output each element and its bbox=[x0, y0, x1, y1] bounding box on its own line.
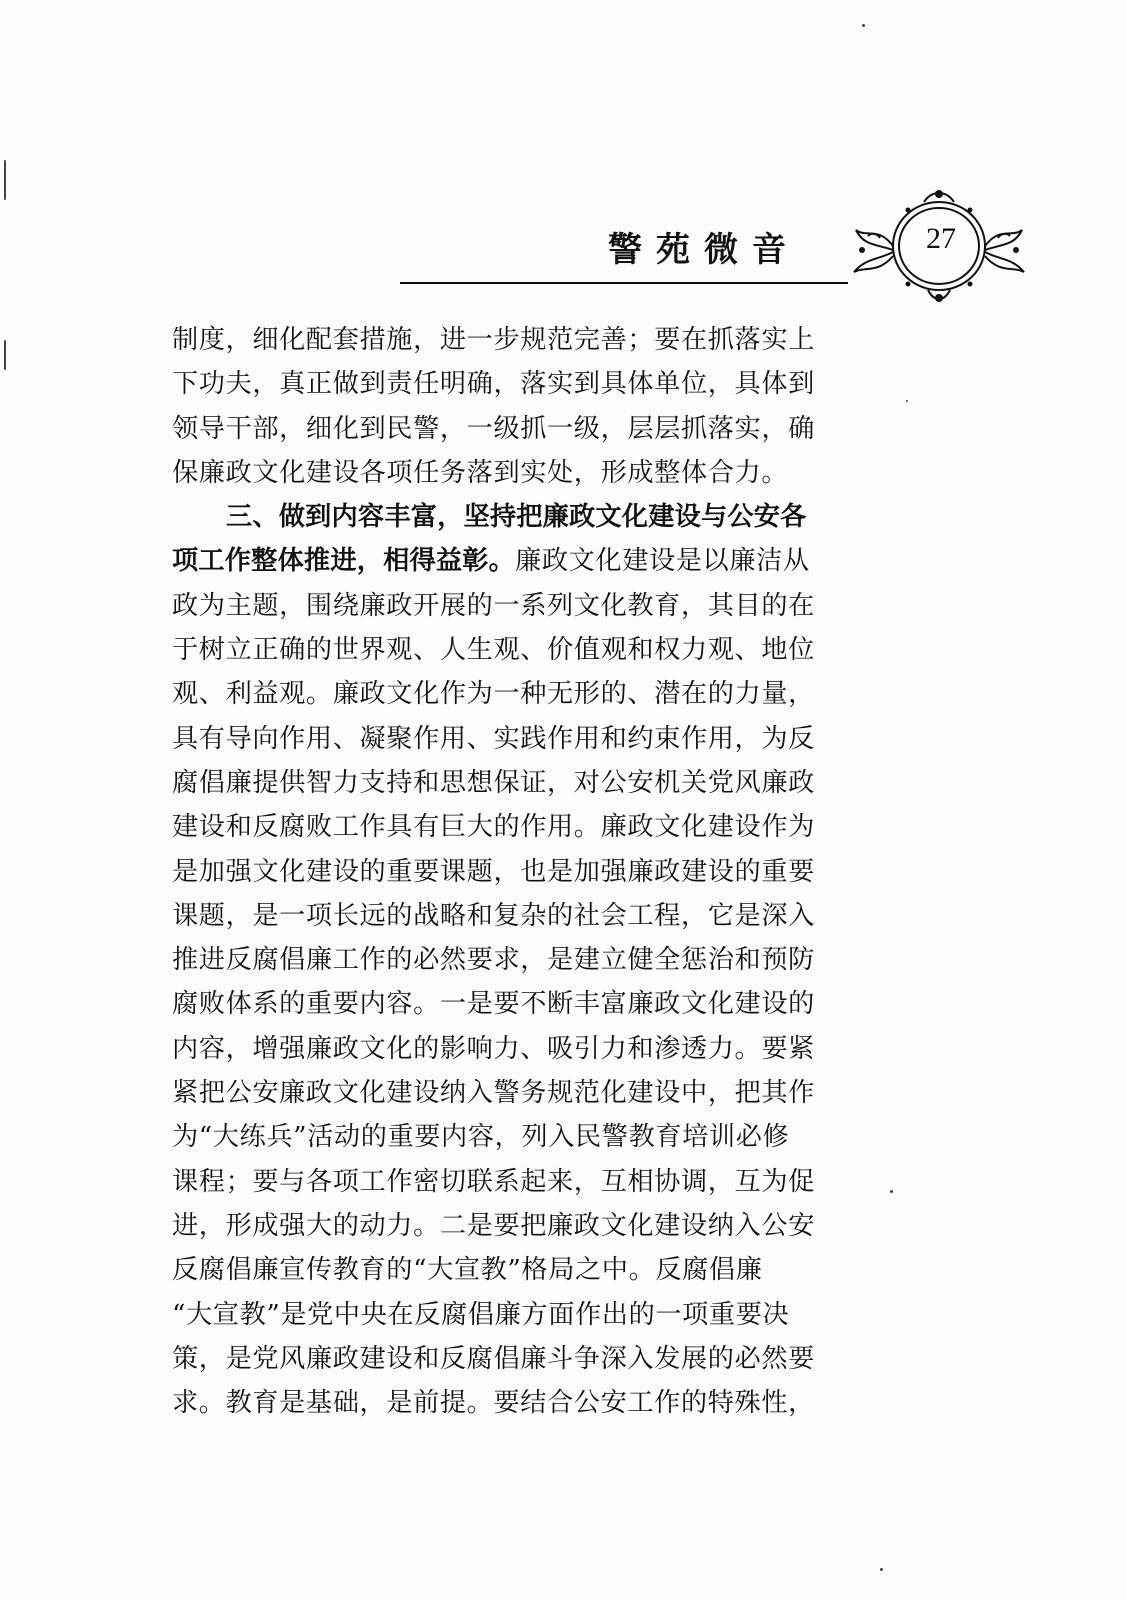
text-line: 紧把公安廉政文化建设纳入警务规范化建设中，把其作 bbox=[172, 1078, 815, 1109]
scan-speck bbox=[862, 24, 865, 27]
text-line: 建设和反腐败工作具有巨大的作用。廉政文化建设作为 bbox=[172, 812, 815, 843]
text-line: 腐败体系的重要内容。一是要不断丰富廉政文化建设的 bbox=[172, 989, 815, 1020]
text-line: 进，形成强大的动力。二是要把廉政文化建设纳入公安 bbox=[172, 1210, 815, 1241]
text-line: 是加强文化建设的重要课题，也是加强廉政建设的重要 bbox=[172, 856, 815, 887]
body-text bbox=[172, 318, 890, 1425]
text-line: 制度，细化配套措施，进一步规范完善；要在抓落实上 bbox=[172, 325, 815, 355]
scan-speck bbox=[890, 1190, 893, 1193]
text-line: 腐倡廉提供智力支持和思想保证，对公安机关党风廉政 bbox=[172, 767, 815, 798]
section-heading: 三、做到内容丰富，坚持把廉政文化建设与公安各 bbox=[226, 502, 807, 533]
section-heading-continuation: 项工作整体推进，相得益彰。 bbox=[172, 546, 516, 577]
text-line: 求。教育是基础，是前提。要结合公安工作的特殊性， bbox=[172, 1388, 815, 1419]
text-line: “大宣教”是党中央在反腐倡廉方面作出的一项重要决 bbox=[172, 1299, 790, 1330]
text-line: 保廉政文化建设各项任务落到实处，形成整体合力。 bbox=[172, 457, 789, 488]
scan-speck bbox=[4, 160, 6, 200]
text-line: 具有导向作用、凝聚作用、实践作用和约束作用，为反 bbox=[172, 723, 815, 754]
running-header-title: 警苑微音 bbox=[608, 230, 800, 270]
text-line: 课程；要与各项工作密切联系起来，互相协调，互为促 bbox=[172, 1166, 815, 1197]
text-line: 反腐倡廉宣传教育的“大宣教”格局之中。反腐倡廉 bbox=[172, 1255, 763, 1286]
text-line: 推进反腐倡廉工作的必然要求，是建立健全惩治和预防 bbox=[172, 945, 815, 976]
scan-speck bbox=[880, 1568, 883, 1571]
text-line: 观、利益观。廉政文化作为一种无形的、潜在的力量， bbox=[172, 679, 815, 710]
text-line: 下功夫，真正做到责任明确，落实到具体单位，具体到 bbox=[172, 369, 815, 400]
text-line: 于树立正确的世界观、人生观、价值观和权力观、地位 bbox=[172, 635, 815, 666]
text-line: 政为主题，围绕廉政开展的一系列文化教育，其目的在 bbox=[172, 590, 815, 621]
scan-speck bbox=[906, 400, 908, 402]
text-line: 为“大练兵”活动的重要内容，列入民警教育培训必修 bbox=[172, 1122, 790, 1153]
paragraph-start: 廉政文化建设是以廉洁从 bbox=[515, 546, 810, 577]
header-rule bbox=[400, 282, 848, 284]
text-line: 策，是党风廉政建设和反腐倡廉斗争深入发展的必然要 bbox=[172, 1343, 815, 1374]
text-line bbox=[172, 539, 890, 583]
page-number: 27 bbox=[926, 222, 956, 255]
text-line: 课题，是一项长远的战略和复杂的社会工程，它是深入 bbox=[172, 900, 815, 931]
text-line: 领导干部，细化到民警，一级抓一级，层层抓落实，确 bbox=[172, 413, 815, 444]
text-line: 内容，增强廉政文化的影响力、吸引力和渗透力。要紧 bbox=[172, 1033, 815, 1064]
scan-speck bbox=[4, 340, 6, 370]
